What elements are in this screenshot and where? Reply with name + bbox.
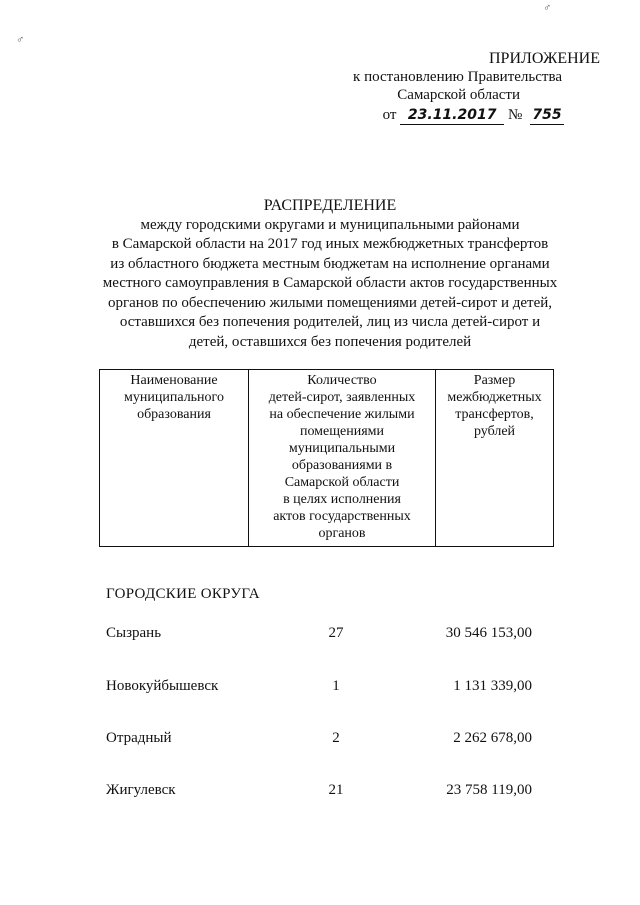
handwritten-number: 755 [530,106,564,125]
orphan-count: 21 [328,782,344,798]
heading-title: РАСПРЕДЕЛЕНИЕ [263,197,397,214]
heading-line: между городскими округами и муниципальными районами [140,216,520,233]
transfer-amount: 30 546 153,00 [445,625,532,641]
municipality-name: Сызрань [106,625,162,641]
table-row [0,625,640,645]
table-row [0,730,640,750]
date-prefix: от [382,107,397,123]
appendix-block [300,50,600,125]
corner-mark: ♂ [543,2,552,14]
header-line: помещениями [299,424,385,439]
header-line: образованиями в [291,458,393,473]
header-line: Размер [473,373,516,388]
margin-mark: ♂ [16,34,25,46]
heading-line: детей, оставшихся без попечения родителей [188,333,472,350]
header-line: образования [137,407,211,422]
orphan-count: 2 [332,730,340,746]
number-prefix: № [507,107,523,123]
appendix-line-region: Самарской области [397,87,520,103]
orphan-count: 27 [328,625,344,641]
orphan-count: 1 [332,678,340,694]
column-header-amount [436,370,554,547]
transfer-amount: 1 131 339,00 [453,678,532,694]
appendix-line-resolution: к постановлению Правительства [353,69,562,85]
table-row [0,678,640,698]
table-row [0,782,640,802]
appendix-title: ПРИЛОЖЕНИЕ [488,50,600,67]
header-line: детей-сирот, заявленных [268,390,416,405]
header-line: на обеспечение жилыми [269,407,415,422]
header-line: межбюджетных [447,390,542,405]
header-line: Самарской области [284,475,400,490]
heading-line: оставшихся без попечения родителей, лиц из числа детей-сирот и [119,314,541,330]
header-line: Количество [307,373,377,388]
header-line: муниципального [124,390,224,405]
header-line: рублей [473,424,516,439]
table-header [99,369,554,547]
column-header-municipality [100,370,249,547]
header-line: Наименование [130,373,218,388]
appendix-date-line [300,106,564,125]
transfer-amount: 2 262 678,00 [453,730,532,746]
header-line: муниципальными [288,441,396,456]
heading-line: из областного бюджета местным бюджетам на исполнение органами [110,255,550,272]
municipality-name: Новокуйбышевск [106,678,219,694]
header-line: актов государственных [273,509,411,524]
heading-line: местного самоуправления в Самарской области актов государственных [102,275,558,291]
document-heading [80,196,580,352]
heading-line: органов по обеспечению жилыми помещениями детей-сирот и детей, [107,294,553,311]
handwritten-date: 23.11.2017 [400,106,504,125]
transfer-amount: 23 758 119,00 [446,782,532,798]
municipality-name: Жигулевск [106,782,176,798]
municipality-name: Отрадный [106,730,172,746]
heading-line: в Самарской области на 2017 год иных межбюджетных трансфертов [111,236,549,252]
header-line: органов [318,526,366,541]
header-line: в целях исполнения [283,492,401,507]
column-header-count [249,370,436,547]
section-heading: ГОРОДСКИЕ ОКРУГА [106,586,260,602]
header-line: трансфертов, [455,407,534,422]
